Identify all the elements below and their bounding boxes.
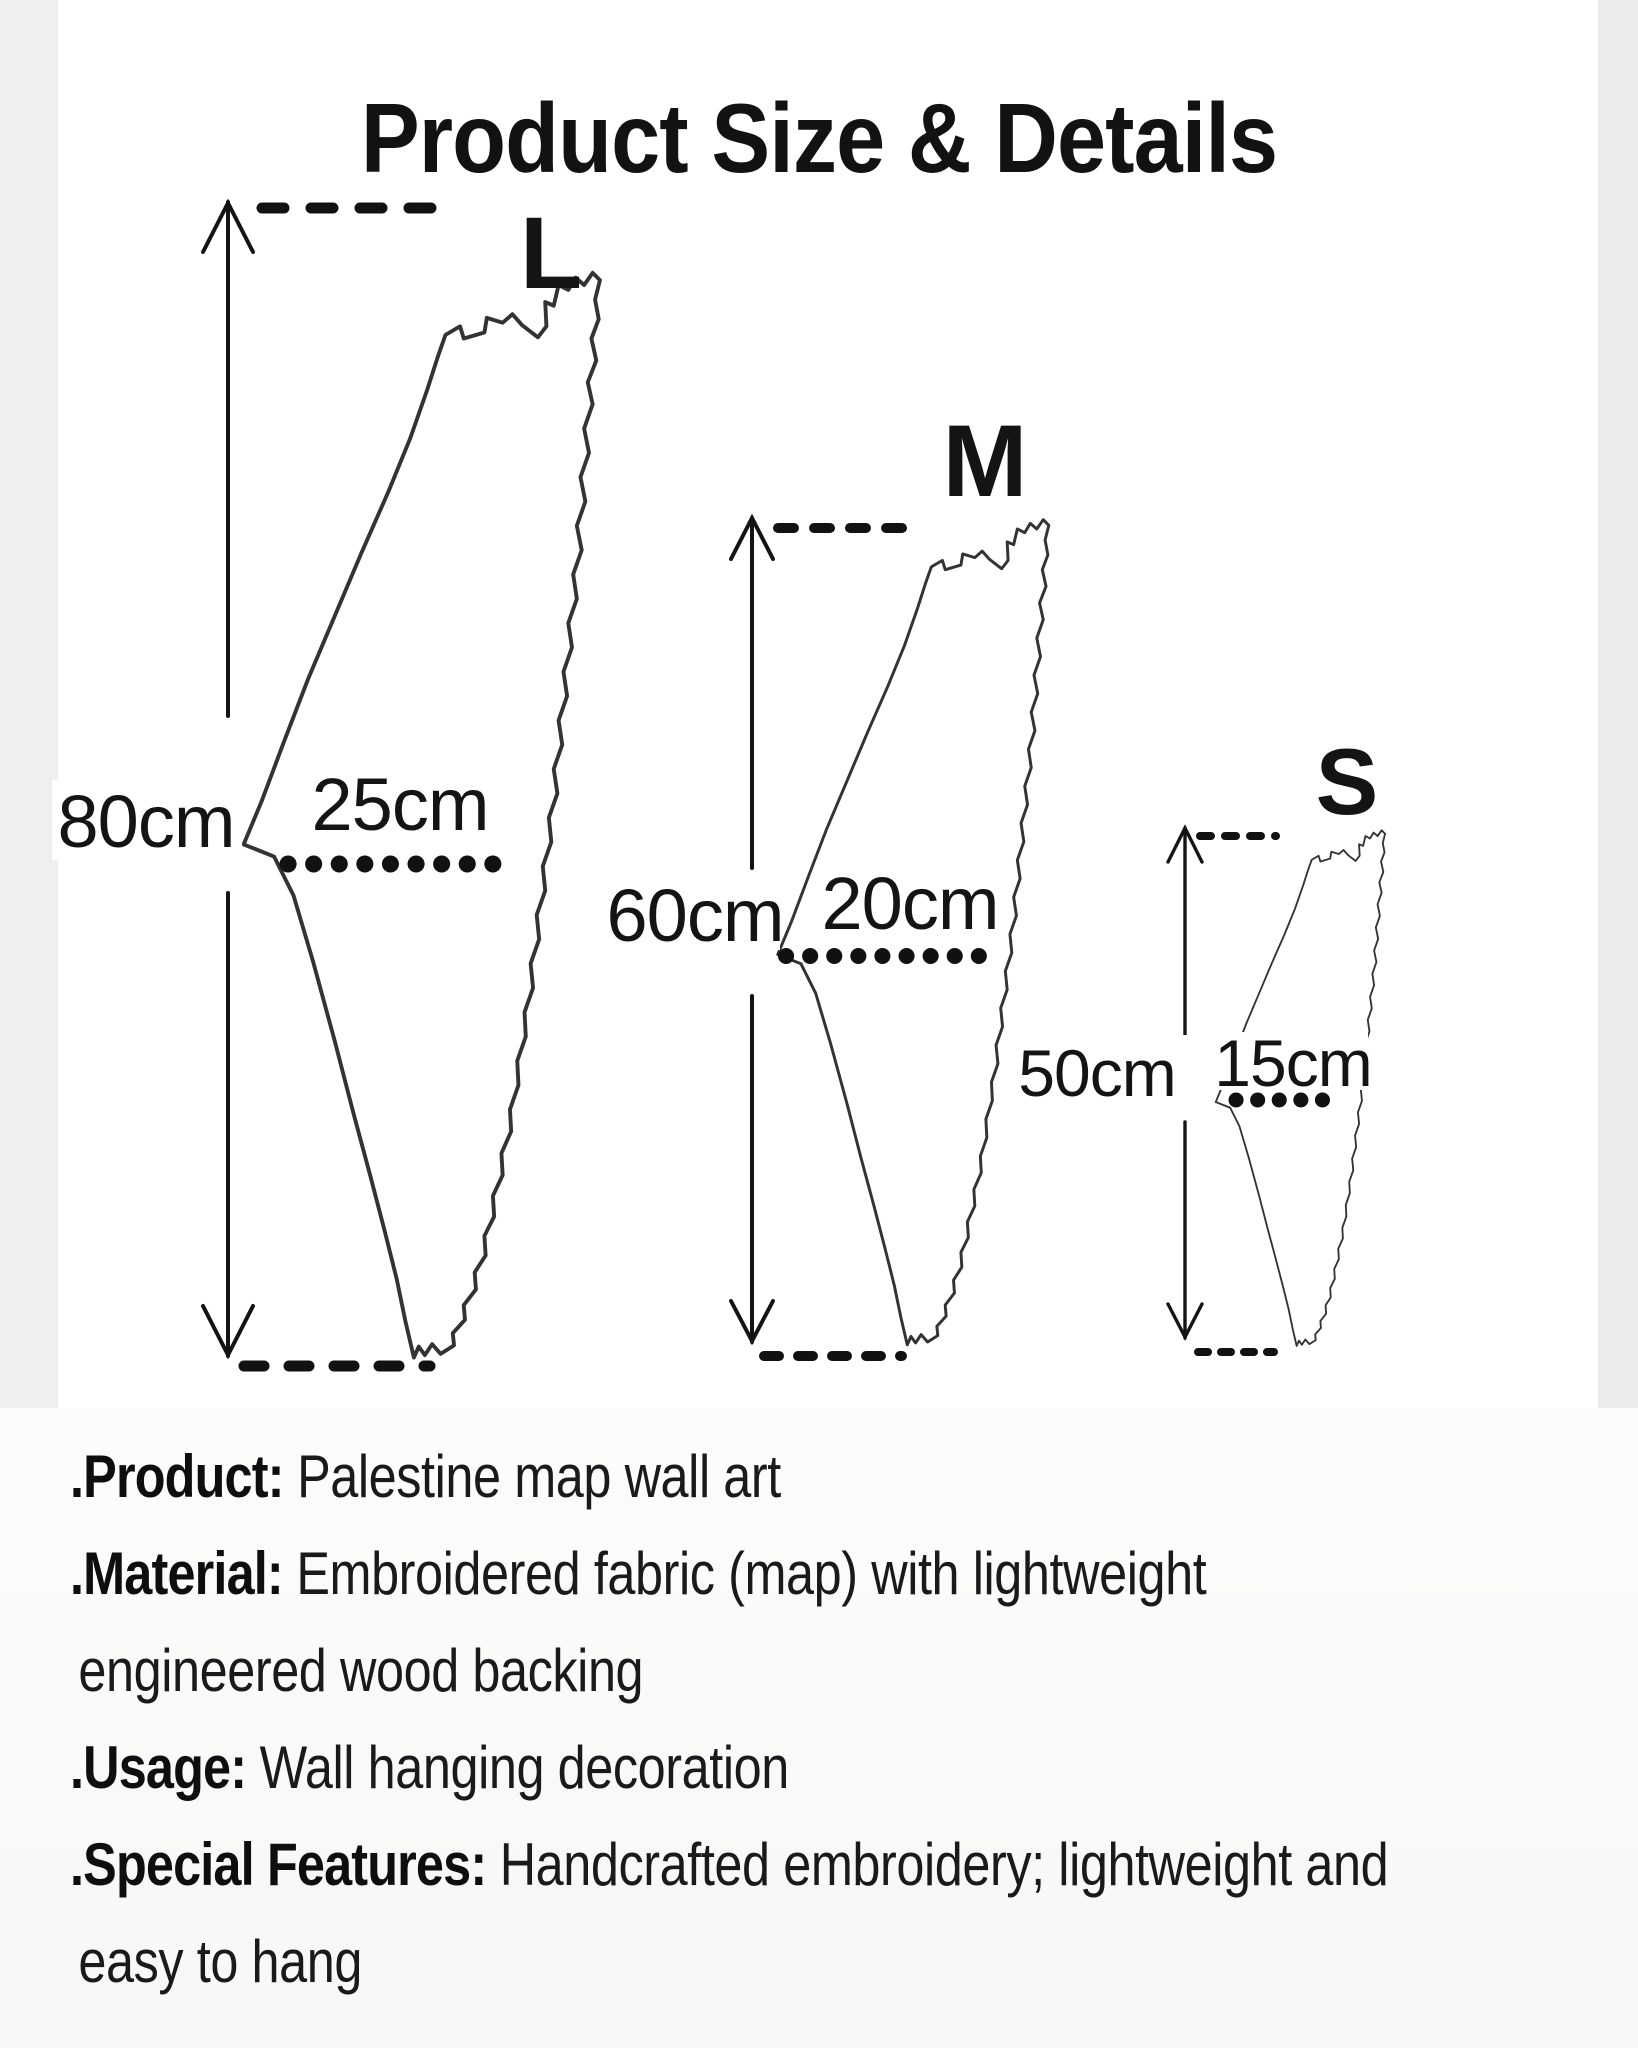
height-label-s: 50cm (1018, 1036, 1176, 1110)
detail-material-value-line2: engineered wood backing (78, 1637, 644, 1704)
size-group-s (1008, 729, 1385, 1352)
detail-usage (70, 1719, 1347, 1816)
height-label-m: 60cm (606, 874, 784, 957)
detail-special-features-label: .Special Features: (70, 1831, 487, 1898)
size-group-m (607, 404, 1049, 1356)
size-letter-s: S (1315, 729, 1379, 834)
detail-usage-value: Wall hanging decoration (259, 1734, 789, 1801)
size-group-l (52, 196, 600, 1366)
detail-material-continuation (70, 1622, 1347, 1719)
size-letter-l: L (519, 196, 583, 310)
size-letter-m: M (942, 404, 1028, 518)
width-label-l: 25cm (311, 763, 489, 846)
detail-product (70, 1428, 1347, 1525)
detail-special-features (70, 1816, 1389, 1913)
page-title: Product Size & Details (360, 82, 1278, 193)
detail-material (70, 1525, 1347, 1622)
detail-special-features-continuation (70, 1913, 1347, 2010)
detail-material-label: .Material: (70, 1540, 283, 1607)
width-label-s: 15cm (1214, 1026, 1372, 1100)
detail-product-label: .Product: (70, 1443, 284, 1510)
detail-material-value-line1: Embroidered fabric (map) with lightweight (296, 1540, 1207, 1607)
detail-special-features-value-line2: easy to hang (78, 1928, 362, 1995)
detail-special-features-value-line1: Handcrafted embroidery; lightweight and (499, 1831, 1389, 1898)
detail-product-value: Palestine map wall art (297, 1443, 781, 1510)
width-label-m: 20cm (821, 862, 999, 945)
detail-usage-label: .Usage: (70, 1734, 247, 1801)
product-details (70, 1408, 1590, 2010)
height-label-l: 80cm (57, 780, 235, 863)
